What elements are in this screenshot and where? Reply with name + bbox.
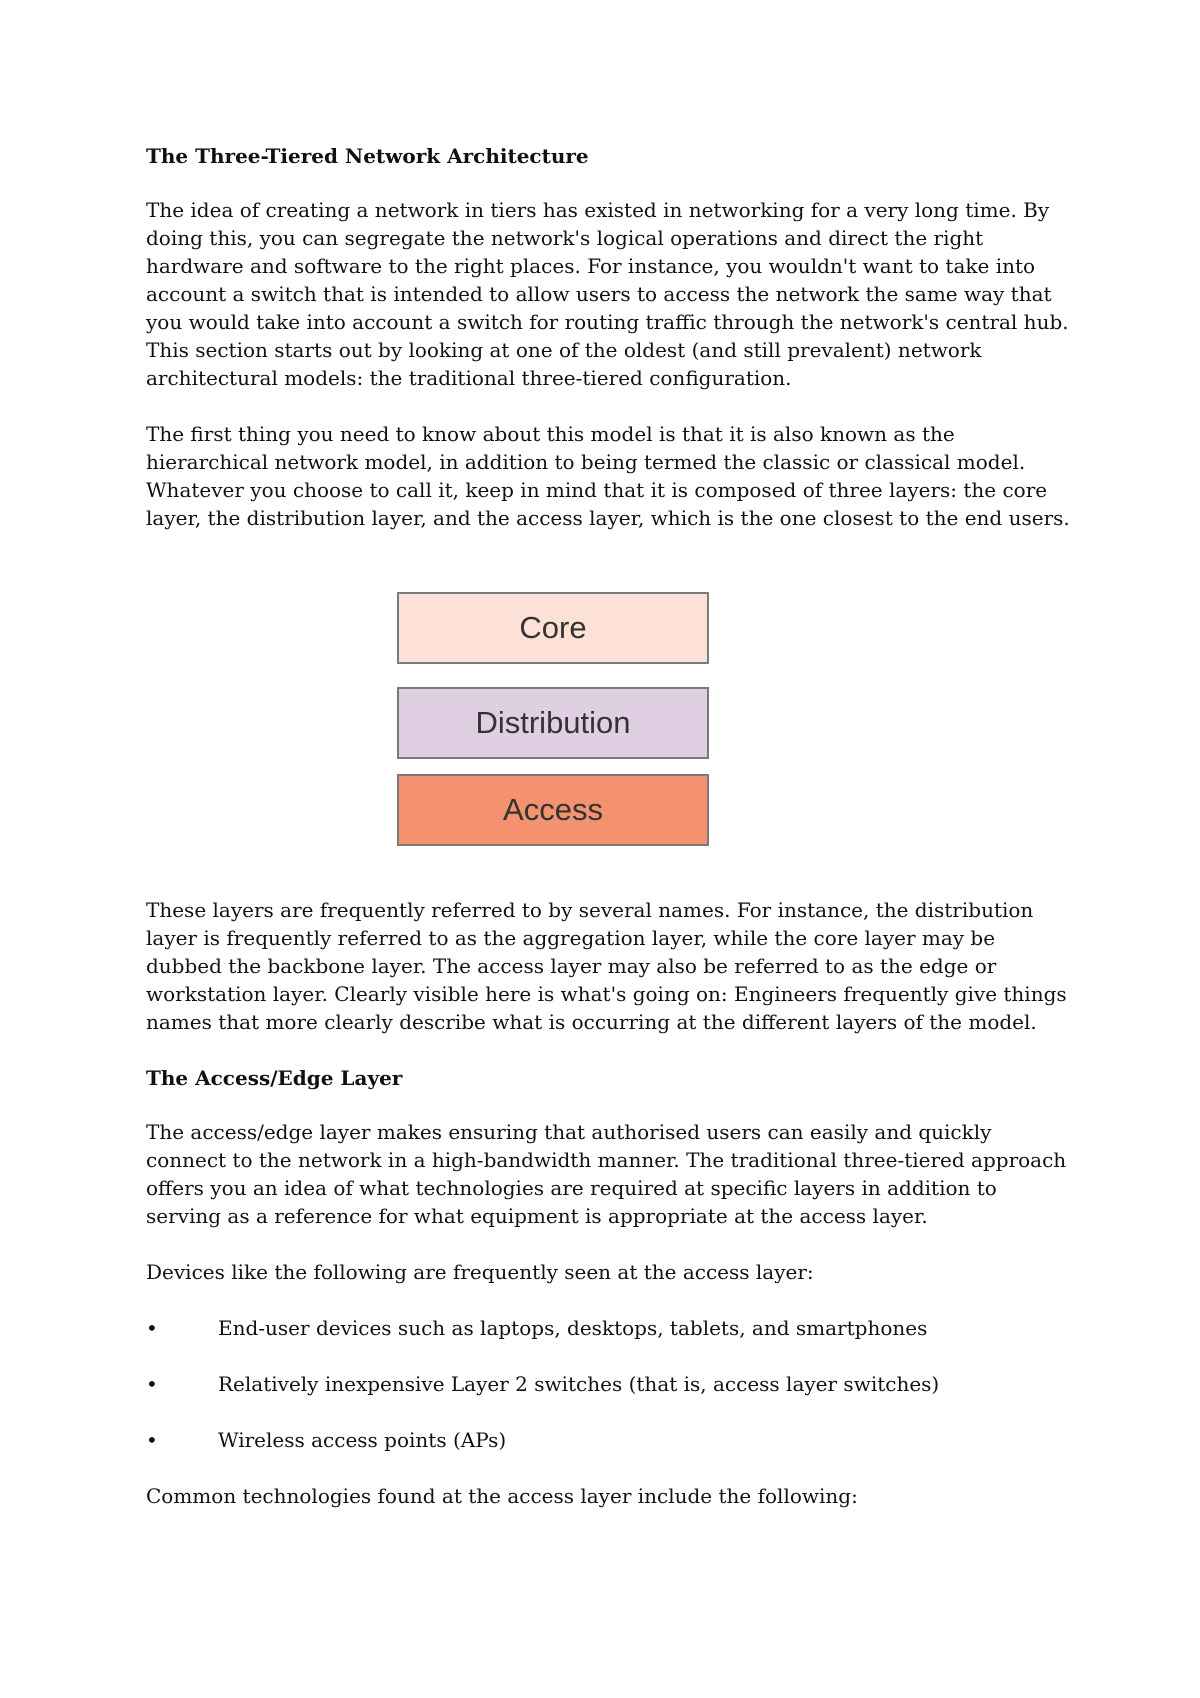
device-list <box>146 1314 1076 1454</box>
list-item <box>146 1370 1076 1398</box>
paragraph-technologies-intro: Common technologies found at the access layer include the following: <box>146 1484 858 1508</box>
list-item-text: Wireless access points (APs) <box>218 1428 507 1452</box>
bullet-icon: • <box>146 1316 158 1340</box>
list-item-text: End-user devices such as laptops, desktops, tablets, and smartphones <box>218 1316 928 1340</box>
paragraph-layer-names: These layers are frequently referred to by several names. For instance, the distribution layer is frequently referred to as the aggregation layer, while the core layer may be dubbed the backbone layer. The access layer may also be referred to as the edge or workstation layer. Clearly visible here is what's going on: Engineers frequently give things names that more clearly describe what is occurring at the different layers of the model. <box>146 898 1067 1034</box>
bullet-icon: • <box>146 1428 158 1452</box>
section-heading-access-edge: The Access/Edge Layer <box>146 1066 403 1090</box>
three-tier-diagram <box>146 560 1076 896</box>
diagram-layer-core: Core <box>397 592 709 664</box>
diagram-layer-distribution: Distribution <box>397 687 709 759</box>
paragraph-hierarchical-model: The first thing you need to know about this model is that it is also known as the hierarchical network model, in addition to being termed the classic or classical model. Whatever you choose to call it, keep in mind that it is composed of three layers: the core layer, the distribution layer, and the access layer, which is the one closest to the end users. <box>146 422 1070 530</box>
diagram-layer-access: Access <box>397 774 709 846</box>
section-heading-three-tiered: The Three-Tiered Network Architecture <box>146 144 589 168</box>
list-item <box>146 1426 1076 1454</box>
list-item-text: Relatively inexpensive Layer 2 switches (that is, access layer switches) <box>218 1372 940 1396</box>
paragraph-access-edge-intro: The access/edge layer makes ensuring that authorised users can easily and quickly connect to the network in a high-bandwidth manner. The traditional three-tiered approach offers you an idea of what technologies are required at specific layers in addition to serving as a reference for what equipment is appropriate at the access layer. <box>146 1120 1067 1228</box>
paragraph-devices-intro: Devices like the following are frequently seen at the access layer: <box>146 1260 814 1284</box>
document-page <box>146 142 1076 1538</box>
bullet-icon: • <box>146 1372 158 1396</box>
list-item <box>146 1314 1076 1342</box>
paragraph-intro: The idea of creating a network in tiers has existed in networking for a very long time. By doing this, you can segregate the network's logical operations and direct the right hardware and software to the right places. For instance, you wouldn't want to take into account a switch that is intended to allow users to access the network the same way that you would take into account a switch for routing traffic through the network's central hub. This section starts out by looking at one of the oldest (and still prevalent) network architectural models: the traditional three-tiered configuration. <box>146 198 1069 390</box>
